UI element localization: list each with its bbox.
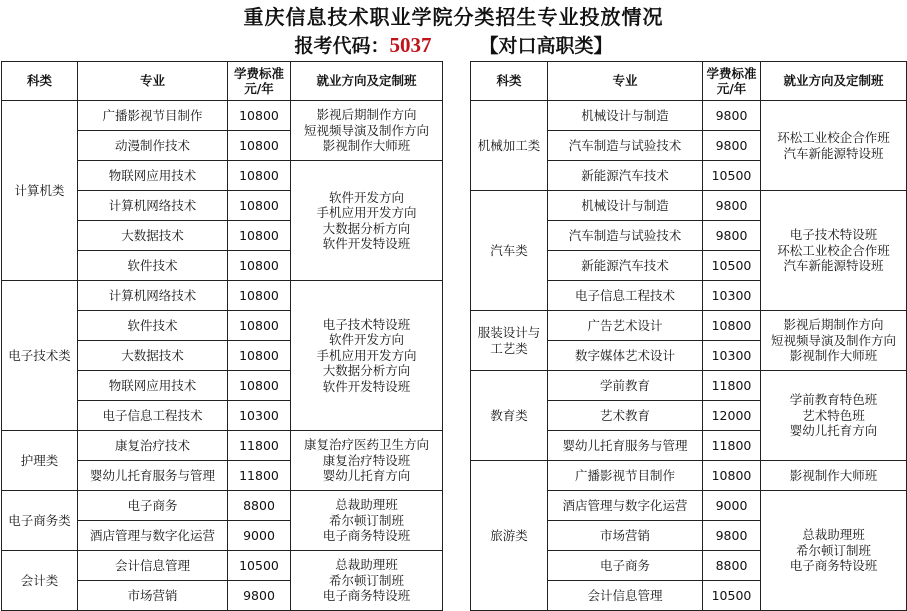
fee-cell: 9800 [703, 101, 761, 131]
table-row [2, 551, 443, 581]
fee-cell: 9000 [228, 521, 291, 551]
major-cell: 电子商务 [548, 551, 703, 581]
major-cell: 软件技术 [78, 251, 228, 281]
major-cell: 广告艺术设计 [548, 311, 703, 341]
category-cell: 会计类 [2, 551, 78, 611]
major-cell: 艺术教育 [548, 401, 703, 431]
direction-cell: 总裁助理班 希尔顿订制班 电子商务特设班 [291, 491, 443, 551]
fee-cell: 10800 [703, 461, 761, 491]
fee-cell: 10500 [703, 251, 761, 281]
table-row [471, 371, 907, 401]
major-table-right [470, 61, 907, 611]
major-cell: 软件技术 [78, 311, 228, 341]
major-cell: 计算机网络技术 [78, 281, 228, 311]
category-cell: 汽车类 [471, 191, 548, 311]
direction-cell: 康复治疗医药卫生方向 康复治疗特设班 婴幼儿托育方向 [291, 431, 443, 491]
fee-cell: 10800 [228, 371, 291, 401]
direction-cell: 电子技术特设班 环松工业校企合作班 汽车新能源特设班 [761, 191, 907, 311]
fee-cell: 9800 [703, 131, 761, 161]
major-cell: 动漫制作技术 [78, 131, 228, 161]
fee-cell: 9000 [703, 491, 761, 521]
fee-cell: 11800 [228, 431, 291, 461]
fee-cell: 9800 [703, 191, 761, 221]
header-fee: 学费标准 元/年 [228, 62, 291, 101]
major-cell: 机械设计与制造 [548, 101, 703, 131]
fee-cell: 10800 [228, 251, 291, 281]
category-cell: 服装设计与 工艺类 [471, 311, 548, 371]
fee-cell: 10800 [228, 191, 291, 221]
direction-cell: 环松工业校企合作班 汽车新能源特设班 [761, 101, 907, 191]
major-cell: 新能源汽车技术 [548, 161, 703, 191]
major-cell: 新能源汽车技术 [548, 251, 703, 281]
fee-cell: 10300 [228, 401, 291, 431]
header-category: 科类 [471, 62, 548, 101]
major-cell: 酒店管理与数字化运营 [78, 521, 228, 551]
fee-cell: 11800 [703, 431, 761, 461]
category-cell: 护理类 [2, 431, 78, 491]
fee-cell: 10500 [228, 551, 291, 581]
table-row [471, 101, 907, 131]
major-table-left [1, 61, 443, 611]
direction-cell: 影视后期制作方向 短视频导演及制作方向 影视制作大师班 [291, 101, 443, 161]
major-cell: 婴幼儿托育服务与管理 [548, 431, 703, 461]
fee-cell: 9800 [228, 581, 291, 611]
fee-cell: 10800 [228, 161, 291, 191]
fee-cell: 10300 [703, 281, 761, 311]
major-cell: 酒店管理与数字化运营 [548, 491, 703, 521]
major-cell: 大数据技术 [78, 221, 228, 251]
fee-cell: 8800 [703, 551, 761, 581]
fee-cell: 10800 [228, 281, 291, 311]
category-cell: 教育类 [471, 371, 548, 461]
major-cell: 物联网应用技术 [78, 161, 228, 191]
fee-cell: 10800 [228, 131, 291, 161]
header-row [2, 62, 443, 101]
major-cell: 市场营销 [78, 581, 228, 611]
fee-cell: 9800 [703, 221, 761, 251]
category-cell: 计算机类 [2, 101, 78, 281]
exam-code-value: 5037 [389, 33, 432, 57]
major-cell: 会计信息管理 [78, 551, 228, 581]
table-row [2, 281, 443, 311]
major-cell: 广播影视节目制作 [78, 101, 228, 131]
fee-cell: 10800 [228, 101, 291, 131]
major-cell: 电子商务 [78, 491, 228, 521]
major-cell: 机械设计与制造 [548, 191, 703, 221]
major-cell: 数字媒体艺术设计 [548, 341, 703, 371]
major-cell: 婴幼儿托育服务与管理 [78, 461, 228, 491]
fee-cell: 12000 [703, 401, 761, 431]
table-row [2, 431, 443, 461]
table-row [471, 311, 907, 341]
category-cell: 电子商务类 [2, 491, 78, 551]
major-cell: 电子信息工程技术 [548, 281, 703, 311]
major-cell: 市场营销 [548, 521, 703, 551]
header-fee: 学费标准 元/年 [703, 62, 761, 101]
exam-code-label: 报考代码： [294, 35, 390, 57]
direction-cell: 电子技术特设班 软件开发方向 手机应用开发方向 大数据分析方向 软件开发特设班 [291, 281, 443, 431]
header-direction: 就业方向及定制班 [291, 62, 443, 101]
fee-cell: 9800 [703, 521, 761, 551]
direction-cell: 影视后期制作方向 短视频导演及制作方向 影视制作大师班 [761, 311, 907, 371]
admission-type-tag: 【对口高职类】 [479, 35, 613, 57]
header-category: 科类 [2, 62, 78, 101]
direction-cell: 总裁助理班 希尔顿订制班 电子商务特设班 [761, 491, 907, 611]
major-cell: 会计信息管理 [548, 581, 703, 611]
direction-cell: 软件开发方向 手机应用开发方向 大数据分析方向 软件开发特设班 [291, 161, 443, 281]
header-row [471, 62, 907, 101]
major-cell: 广播影视节目制作 [548, 461, 703, 491]
category-cell: 机械加工类 [471, 101, 548, 191]
direction-cell: 总裁助理班 希尔顿订制班 电子商务特设班 [291, 551, 443, 611]
fee-cell: 10800 [228, 341, 291, 371]
fee-cell: 8800 [228, 491, 291, 521]
header-direction: 就业方向及定制班 [761, 62, 907, 101]
major-cell: 康复治疗技术 [78, 431, 228, 461]
table-row [471, 191, 907, 221]
header-major: 专业 [548, 62, 703, 101]
category-cell: 旅游类 [471, 461, 548, 611]
major-cell: 大数据技术 [78, 341, 228, 371]
major-cell: 学前教育 [548, 371, 703, 401]
direction-cell: 学前教育特色班 艺术特色班 婴幼儿托育方向 [761, 371, 907, 461]
major-cell: 物联网应用技术 [78, 371, 228, 401]
fee-cell: 10800 [703, 311, 761, 341]
header-major: 专业 [78, 62, 228, 101]
fee-cell: 10800 [228, 311, 291, 341]
major-cell: 汽车制造与试验技术 [548, 131, 703, 161]
major-cell: 计算机网络技术 [78, 191, 228, 221]
fee-cell: 10800 [228, 221, 291, 251]
major-cell: 电子信息工程技术 [78, 401, 228, 431]
fee-cell: 10500 [703, 161, 761, 191]
fee-cell: 10300 [703, 341, 761, 371]
direction-cell: 影视制作大师班 [761, 461, 907, 491]
page-subtitle [0, 32, 907, 59]
table-row [2, 491, 443, 521]
fee-cell: 11800 [228, 461, 291, 491]
table-row [471, 461, 907, 491]
fee-cell: 10500 [703, 581, 761, 611]
category-cell: 电子技术类 [2, 281, 78, 431]
table-row [2, 101, 443, 131]
page-title: 重庆信息技术职业学院分类招生专业投放情况 [243, 5, 664, 29]
major-cell: 汽车制造与试验技术 [548, 221, 703, 251]
fee-cell: 11800 [703, 371, 761, 401]
